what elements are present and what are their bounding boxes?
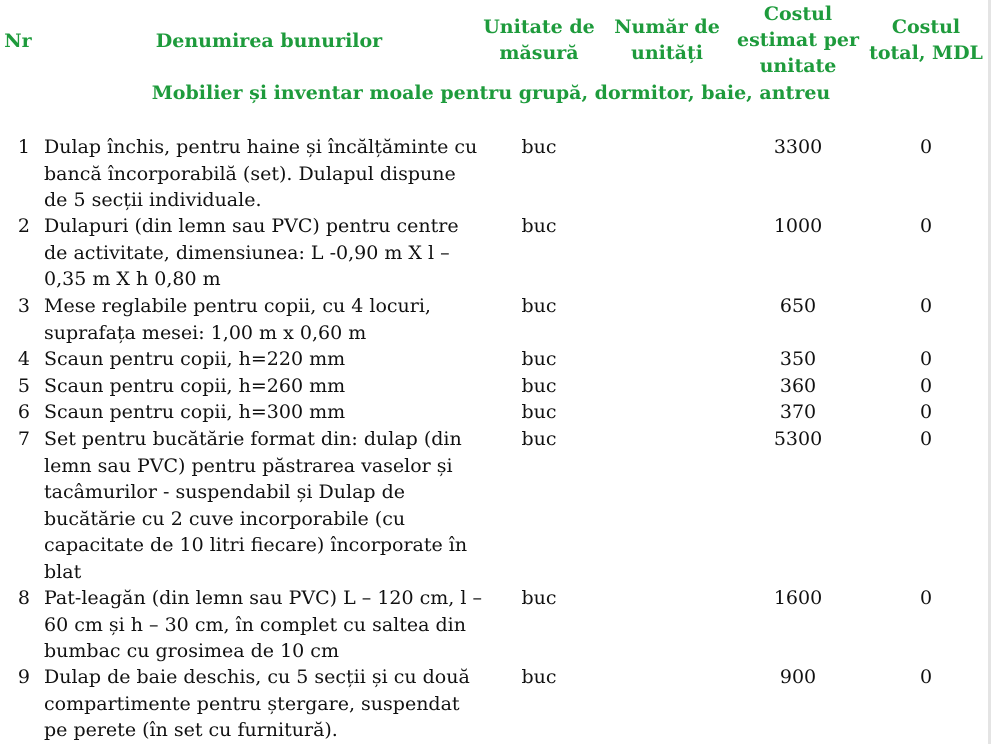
row-number: 1 [17,136,30,158]
item-unit-cost: 3300 [773,136,823,158]
item-total: 0 [919,136,933,158]
row-number: 7 [17,428,30,450]
item-unit: buc [521,348,557,370]
section-title: Mobilier și inventar moale pentru grupă, dormitor, baie, antreu [151,82,831,104]
row-number: 4 [17,348,30,370]
item-total: 0 [919,348,933,370]
item-unit-cost: 350 [779,348,817,370]
item-unit-cost: 1600 [773,587,823,609]
item-unit: buc [521,666,557,688]
item-total: 0 [919,587,933,609]
header-total-cost: Costul total, MDL [869,16,983,64]
item-unit: buc [521,215,557,237]
item-unit-cost: 370 [779,401,817,423]
item-total: 0 [919,666,933,688]
item-name: Scaun pentru copii, h=220 mm [44,348,346,370]
item-unit: buc [521,587,557,609]
row-number: 5 [17,375,30,397]
item-name: Set pentru bucătărie format din: dulap (din lemn sau PVC) pentru păstrarea vaselor și tacâmurilor - suspendabil și Dulap de bucătărie cu 2 cuve incorporabile (cu capacitate de 10 litri fiecare) încorporate în blat [44,428,468,583]
item-total: 0 [919,428,933,450]
header-name: Denumirea bunurilor [155,30,383,52]
row-number: 8 [17,587,30,609]
row-number: 2 [17,215,30,237]
item-unit: buc [521,401,557,423]
header-unit-cost: Costul estimat per unitate [737,3,859,77]
item-name: Dulapuri (din lemn sau PVC) pentru centre de activitate, dimensiunea: L -0,90 m X l – 0,35 m X h 0,80 m [44,215,459,290]
item-unit: buc [521,136,557,158]
item-unit-cost: 5300 [773,428,823,450]
item-unit-cost: 900 [779,666,817,688]
header-unit: Unitate de măsură [483,16,595,64]
item-unit: buc [521,295,557,317]
item-name: Pat-leagăn (din lemn sau PVC) L – 120 cm, l – 60 cm și h – 30 cm, în complet cu saltea din bumbac cu grosimea de 10 cm [44,587,482,662]
header-nr: Nr [4,30,32,52]
item-total: 0 [919,295,933,317]
item-unit-cost: 360 [779,375,817,397]
item-name: Dulap de baie deschis, cu 5 secții și cu două compartimente pentru ștergare, suspendat pe perete (în set cu furnitură). [44,666,470,741]
item-unit-cost: 1000 [773,215,823,237]
header-quantity: Număr de unități [614,16,720,64]
item-name: Mese reglabile pentru copii, cu 4 locuri, suprafața mesei: 1,00 m x 0,60 m [44,295,431,344]
item-total: 0 [919,375,933,397]
row-number: 3 [17,295,30,317]
item-total: 0 [919,215,933,237]
item-name: Scaun pentru copii, h=300 mm [44,401,346,423]
item-unit: buc [521,428,557,450]
item-unit: buc [521,375,557,397]
item-unit-cost: 650 [779,295,817,317]
item-name: Scaun pentru copii, h=260 mm [44,375,346,397]
row-number: 6 [17,401,30,423]
item-name: Dulap închis, pentru haine și încălțăminte cu bancă încorporabilă (set). Dulapul dispune de 5 secții individuale. [44,136,478,211]
row-number: 9 [17,666,30,688]
item-total: 0 [919,401,933,423]
